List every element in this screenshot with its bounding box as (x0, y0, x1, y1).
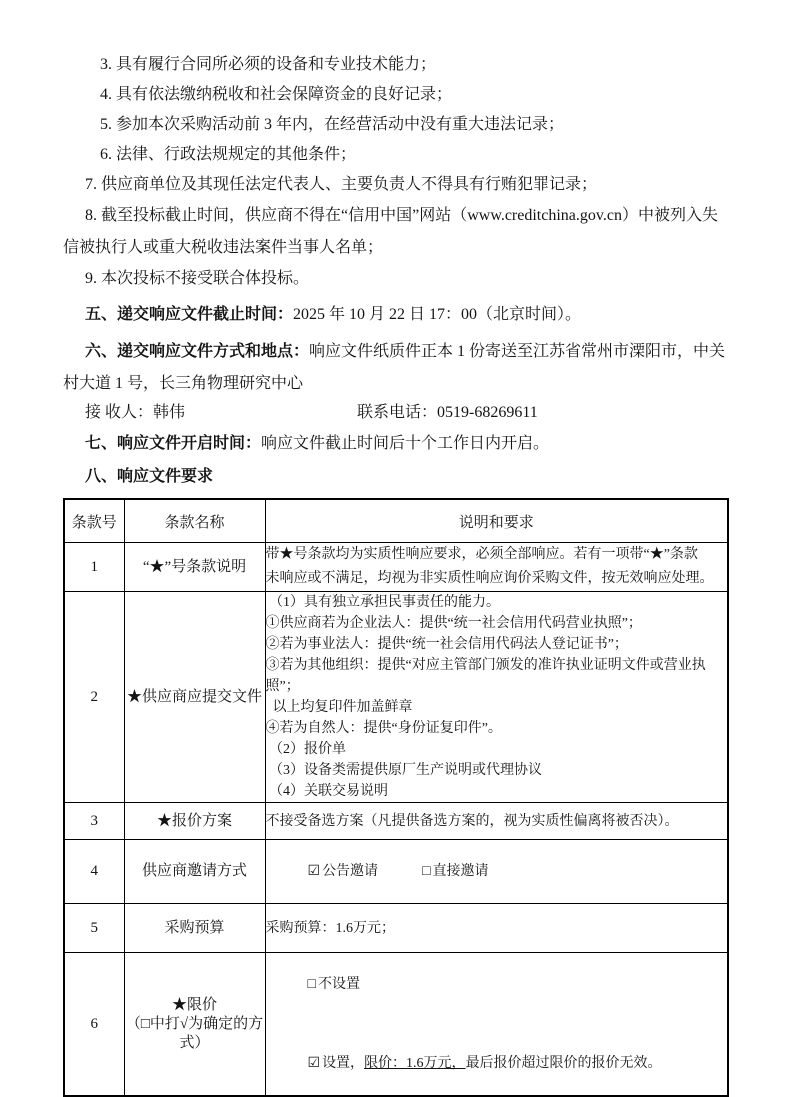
table-row (64, 904, 728, 953)
contact-phone (357, 400, 538, 426)
list-item-5: 5. 参加本次采购活动前 3 年内，在经营活动中没有重大违法记录； (100, 116, 565, 133)
header-clause-no: 条款号 (64, 499, 124, 543)
section-opening-label: 七、响应文件开启时间： (85, 435, 262, 452)
option-label: 直接邀请 (432, 864, 489, 879)
price-limit-value: 限价：1.6万元， (364, 1056, 466, 1071)
clause-name: ★报价方案 (124, 803, 265, 840)
table-row (64, 592, 728, 803)
checkbox-checked-icon: ☑ (307, 864, 321, 879)
clause-description (265, 840, 728, 904)
clause-name: 采购预算 (124, 904, 265, 953)
contact-line (63, 400, 727, 426)
clause-description: 不接受备选方案（凡提供备选方案的，视为实质性偏离将被否决）。 (265, 803, 728, 840)
table-row (64, 953, 728, 1097)
clause-name: “★”号条款说明 (124, 543, 265, 592)
checkbox-empty-icon: □ (307, 977, 316, 992)
list-item-7: 7. 供应商单位及其现任法定代表人、主要负责人不得具有行贿犯罪记录； (85, 176, 598, 193)
option-label: 公告邀请 (322, 864, 379, 879)
clause-no: 5 (64, 904, 124, 953)
phone-number: 0519-68269611 (437, 404, 538, 421)
option-note: 最后报价超过限价的报价无效。 (465, 1056, 662, 1071)
list-item-8: 8. 截至投标截止时间，供应商不得在“信用中国”网站（www.creditchina.gov.cn）中被列入失信被执行人或重大税收违法案件当事人名单； (63, 207, 718, 256)
clause-no: 1 (64, 543, 124, 592)
requirements-table (63, 498, 729, 1097)
table-header-row (64, 499, 728, 543)
section-deadline-text: 2025 年 10 月 22 日 17：00（北京时间）。 (293, 306, 582, 323)
clause-description: 采购预算：1.6万元； (265, 904, 728, 953)
clause-no: 4 (64, 840, 124, 904)
receiver-name: 韩伟 (153, 404, 186, 421)
header-clause-name: 条款名称 (124, 499, 265, 543)
section-opening (63, 429, 727, 459)
section-opening-text: 响应文件截止时间后十个工作日内开启。 (261, 435, 550, 452)
header-description: 说明和要求 (265, 499, 728, 543)
section-deadline-label: 五、递交响应文件截止时间： (85, 306, 294, 323)
checkbox-checked-icon: ☑ (307, 1056, 321, 1071)
list-item-3: 3. 具有履行合同所必须的设备和专业技术能力； (100, 56, 437, 73)
table-row (64, 840, 728, 904)
clause-description: （1）具有独立承担民事责任的能力。 ①供应商若为企业法人：提供“统一社会信用代码营业执照”； ②若为事业法人：提供“统一社会信用代码法人登记证书”； ③若为其他组织：提供“对应主管部门颁发的准许执业证明文件或营业执 照”； 以上均复印件加盖鲜章 ④若为自然人：提供“身份证复印件”。 （2）报价单 （3）设备类需提供原厂生产说明或代理协议 （4）关联交易说明 (265, 592, 728, 803)
section-delivery-label: 六、递交响应文件方式和地点： (85, 343, 310, 360)
section-requirements-heading: 八、响应文件要求 (85, 468, 214, 485)
section-deadline (63, 300, 727, 330)
section-delivery-text: 响应文件纸质件正本 1 份寄送至江苏省常州市溧阳市，中关村大道 1 号，长三角物理研究中心 (63, 343, 726, 392)
clause-name: ★供应商应提交文件 (124, 592, 265, 803)
option-label: 不设置 (317, 977, 360, 992)
section-delivery (63, 336, 727, 400)
clause-description (265, 953, 728, 1097)
list-item-9: 9. 本次投标不接受联合体投标。 (85, 270, 310, 287)
clause-no: 3 (64, 803, 124, 840)
clause-no: 2 (64, 592, 124, 803)
phone-label: 联系电话： (357, 404, 438, 421)
option-label: 设置， (322, 1056, 365, 1071)
clause-name: ★限价 （□中打√为确定的方 式） (124, 953, 265, 1097)
table-row (64, 543, 728, 592)
checkbox-empty-icon: □ (422, 864, 431, 879)
clause-no: 6 (64, 953, 124, 1097)
list-item-6: 6. 法律、行政法规规定的其他条件； (100, 146, 357, 163)
list-item-4: 4. 具有依法缴纳税收和社会保障资金的良好记录； (100, 86, 453, 103)
clause-description: 带★号条款均为实质性响应要求，必须全部响应。若有一项带“★”条款 未响应或不满足，均视为非实质性响应询价采购文件，按无效响应处理。 (265, 543, 728, 592)
receiver-label: 接 收人： (85, 404, 154, 421)
table-row (64, 803, 728, 840)
clause-name: 供应商邀请方式 (124, 840, 265, 904)
